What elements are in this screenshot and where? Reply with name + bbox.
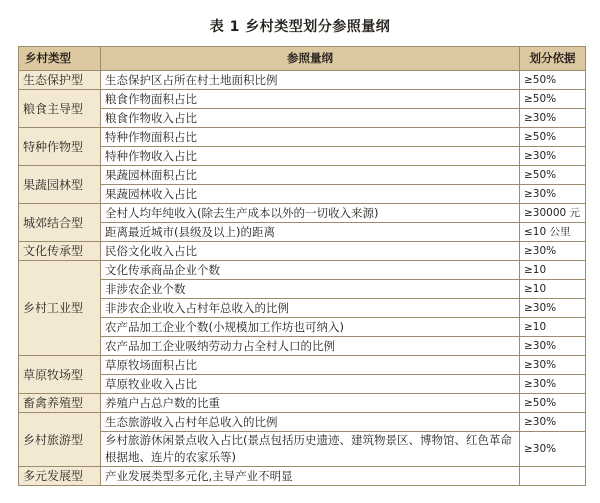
measure-cell: 农产品加工企业个数(小规模加工作坊也可纳入) — [101, 318, 520, 337]
measure-cell: 特种作物收入占比 — [101, 147, 520, 166]
table-row — [19, 71, 586, 90]
table-row — [19, 467, 586, 486]
table-row — [19, 109, 586, 128]
table-row — [19, 147, 586, 166]
measure-cell: 生态旅游收入占村年总收入的比例 — [101, 413, 520, 432]
measure-cell: 乡村旅游休闲景点收入占比(景点包括历史遗迹、建筑物景区、博物馆、红色革命根据地、连片的农家乐等) — [101, 432, 520, 467]
measure-cell: 文化传承商品企业个数 — [101, 261, 520, 280]
table-header-row — [19, 47, 586, 71]
criterion-cell: ≤10 公里 — [520, 223, 586, 242]
measure-cell: 果蔬园林收入占比 — [101, 185, 520, 204]
table-row — [19, 299, 586, 318]
criterion-cell: ≥10 — [520, 318, 586, 337]
criterion-cell: ≥30% — [520, 109, 586, 128]
village-type-cell: 畜禽养殖型 — [19, 394, 101, 413]
measure-cell: 产业发展类型多元化,主导产业不明显 — [101, 467, 520, 486]
criterion-cell: ≥30% — [520, 375, 586, 394]
criterion-cell: ≥30% — [520, 299, 586, 318]
table-title: 表 1 乡村类型划分参照量纲 — [209, 19, 391, 35]
village-type-table — [18, 46, 586, 486]
criterion-cell: ≥50% — [520, 71, 586, 90]
criterion-cell: ≥30000 元 — [520, 204, 586, 223]
criterion-cell: ≥50% — [520, 394, 586, 413]
criterion-cell — [520, 467, 586, 486]
village-type-cell: 乡村旅游型 — [19, 413, 101, 467]
measure-cell: 粮食作物面积占比 — [101, 90, 520, 109]
measure-cell: 非涉农企业个数 — [101, 280, 520, 299]
village-type-cell: 草原牧场型 — [19, 356, 101, 394]
table-row — [19, 185, 586, 204]
table-row — [19, 356, 586, 375]
table-row — [19, 413, 586, 432]
table-row — [19, 394, 586, 413]
criterion-cell: ≥30% — [520, 147, 586, 166]
header-criterion: 划分依据 — [520, 47, 586, 71]
table-row — [19, 204, 586, 223]
measure-cell: 特种作物面积占比 — [101, 128, 520, 147]
measure-cell: 草原牧场面积占比 — [101, 356, 520, 375]
village-type-cell: 特种作物型 — [19, 128, 101, 166]
village-type-cell: 乡村工业型 — [19, 261, 101, 356]
criterion-cell: ≥50% — [520, 128, 586, 147]
criterion-cell: ≥30% — [520, 242, 586, 261]
table-row — [19, 375, 586, 394]
village-type-cell: 粮食主导型 — [19, 90, 101, 128]
table-body — [19, 71, 586, 486]
measure-cell: 生态保护区占所在村土地面积比例 — [101, 71, 520, 90]
table-row — [19, 337, 586, 356]
measure-cell: 农产品加工企业吸纳劳动力占全村人口的比例 — [101, 337, 520, 356]
criterion-cell: ≥50% — [520, 166, 586, 185]
measure-cell: 民俗文化收入占比 — [101, 242, 520, 261]
measure-cell: 草原牧业收入占比 — [101, 375, 520, 394]
criterion-cell: ≥30% — [520, 185, 586, 204]
table-row — [19, 261, 586, 280]
measure-cell: 非涉农企业收入占村年总收入的比例 — [101, 299, 520, 318]
village-type-cell: 多元发展型 — [19, 467, 101, 486]
table-row — [19, 128, 586, 147]
table-row — [19, 223, 586, 242]
measure-cell: 距离最近城市(县级及以上)的距离 — [101, 223, 520, 242]
measure-cell: 养殖户占总户数的比重 — [101, 394, 520, 413]
header-type: 乡村类型 — [19, 47, 101, 71]
criterion-cell: ≥30% — [520, 337, 586, 356]
measure-cell: 果蔬园林面积占比 — [101, 166, 520, 185]
village-type-cell: 城郊结合型 — [19, 204, 101, 242]
table-row — [19, 242, 586, 261]
measure-cell: 粮食作物收入占比 — [101, 109, 520, 128]
criterion-cell: ≥10 — [520, 261, 586, 280]
header-measure: 参照量纲 — [101, 47, 520, 71]
table-row — [19, 318, 586, 337]
criterion-cell: ≥10 — [520, 280, 586, 299]
criterion-cell: ≥50% — [520, 90, 586, 109]
table-row — [19, 280, 586, 299]
table-row — [19, 166, 586, 185]
village-type-cell: 果蔬园林型 — [19, 166, 101, 204]
criterion-cell: ≥30% — [520, 356, 586, 375]
measure-cell: 全村人均年纯收入(除去生产成本以外的一切收入来源) — [101, 204, 520, 223]
village-type-cell: 生态保护型 — [19, 71, 101, 90]
table-row — [19, 90, 586, 109]
table-row — [19, 432, 586, 467]
criterion-cell: ≥30% — [520, 432, 586, 467]
village-type-cell: 文化传承型 — [19, 242, 101, 261]
criterion-cell: ≥30% — [520, 413, 586, 432]
